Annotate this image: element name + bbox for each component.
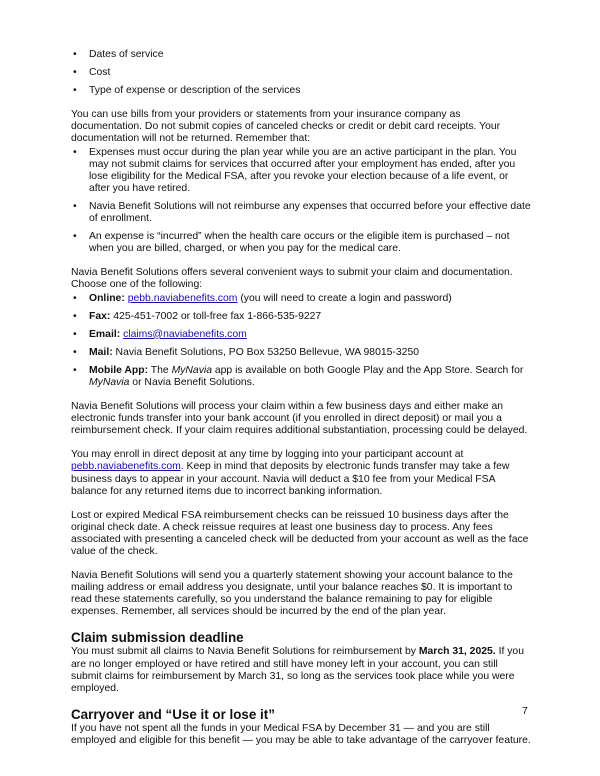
- bullet-text: Dates of service: [89, 49, 164, 60]
- bullet-dot: •: [73, 346, 77, 358]
- email-link[interactable]: claims@naviabenefits.com: [123, 328, 247, 340]
- way-app: [71, 365, 531, 389]
- page-body: [71, 49, 531, 759]
- carryover-paragraph: If you have not spent all the funds in your Medical FSA by December 31 — and you are still employed and eligible for this benefit — you may be able to take advantage of the carryover feature.: [71, 722, 531, 746]
- bullet-dot: •: [73, 49, 77, 60]
- app-name: MyNavia: [89, 376, 130, 388]
- way-online: [71, 293, 531, 305]
- bullet-dot: •: [73, 85, 77, 97]
- bullet-cost: [71, 67, 531, 79]
- label: Mail:: [89, 346, 113, 358]
- bullet-text: An expense is “incurred” when the health care occurs or the eligible item is purchased – not when you are billed, charged, or when you pay for the medical care.: [89, 231, 510, 255]
- label: Fax:: [89, 310, 111, 322]
- bullet-dot: •: [73, 200, 77, 212]
- process-paragraph: Navia Benefit Solutions will process your claim within a few business days and either make an electronic funds transfer into your bank account (if you enrolled in direct deposit) or mail you a reimbursement check. If your claim requires additional substantiation, processing could be delayed.: [71, 401, 528, 437]
- bullet-dot: •: [73, 364, 77, 376]
- bullet-dot: •: [73, 310, 77, 322]
- bullet-dot: •: [73, 67, 77, 79]
- text: If you are no longer employed or have retired and still have money left in your account, you can still submit claims for reimbursement by March 31, so long as the services took place while you were employed.: [71, 646, 524, 694]
- bullet-dot: •: [73, 231, 77, 243]
- text: The: [148, 364, 172, 376]
- ways-paragraph: Navia Benefit Solutions offers several convenient ways to submit your claim and documentation. Choose one of the following:: [71, 267, 513, 291]
- remember-bullet: [71, 147, 531, 195]
- deposit-paragraph: [71, 449, 531, 497]
- carryover-heading: Carryover and “Use it or lose it”: [71, 706, 275, 722]
- bullet-dot: •: [73, 328, 77, 340]
- text: (you will need to create a login and password): [237, 292, 452, 304]
- text: or Navia Benefit Solutions.: [129, 376, 255, 388]
- bullet-text: Navia Benefit Solutions will not reimburse any expenses that occurred before your effective date of enrollment.: [89, 200, 531, 225]
- bullet-dot: •: [73, 146, 77, 158]
- text: 425-451-7002 or toll-free fax 1-866-535-9227: [110, 310, 322, 322]
- statement-paragraph: Navia Benefit Solutions will send you a quarterly statement showing your account balance to the mailing address or email address you designate, until your balance reaches $0. It is important to read these statements carefully, so you understand the balance remaining to pay for eligible expenses. Remember, all services should be incurred by the end of the plan year.: [71, 570, 513, 618]
- documentation-paragraph: You can use bills from your providers or statements from your insurance company as documentation. Do not submit copies of canceled checks or credit or debit card receipts. Your documentation will not be returned. Remember that:: [71, 109, 501, 145]
- way-mail: [71, 347, 531, 359]
- label: Mobile App:: [89, 364, 149, 376]
- bullet-text: Cost: [89, 67, 111, 79]
- text: You must submit all claims to Navia Benefit Solutions for reimbursement by: [71, 646, 419, 658]
- way-fax: [71, 311, 531, 323]
- label: Online:: [89, 292, 125, 304]
- deadline-heading: Claim submission deadline: [71, 630, 244, 646]
- online-link[interactable]: pebb.naviabenefits.com: [127, 292, 238, 304]
- remember-bullet: [71, 201, 531, 225]
- app-name: MyNavia: [171, 364, 212, 376]
- bullet-text: Type of expense or description of the services: [89, 85, 301, 97]
- label: Email:: [89, 328, 121, 340]
- bullet-dot: •: [73, 292, 77, 304]
- bullet-text: Expenses must occur during the plan year while you are an active participant in the plan. You may not submit claims for services that occurred after your employment has ended, after you lose eligibility for the Medical FSA, after you revoke your election because of a life event, or after you have retired.: [89, 146, 517, 194]
- bullet-dates: [71, 49, 531, 61]
- page-number: 7: [522, 706, 528, 717]
- text: app is available on both Google Play and the App Store. Search for: [211, 364, 524, 376]
- deadline-date: March 31, 2025.: [418, 646, 496, 658]
- bullet-type: [71, 85, 531, 97]
- text: Navia Benefit Solutions, PO Box 53250 Bellevue, WA 98015-3250: [112, 346, 420, 358]
- deposit-link[interactable]: pebb.naviabenefits.com: [71, 461, 181, 473]
- lost-checks-paragraph: Lost or expired Medical FSA reimbursement checks can be reissued 10 business days after the original check date. A check reissue requires at least one business day to process. Any fees associated with presenting a canceled check will be deducted from your account as well as the face value of the check.: [71, 509, 529, 557]
- deadline-paragraph: [71, 646, 531, 694]
- way-email: [71, 329, 531, 341]
- text: . Keep in mind that deposits by electronic funds transfer may take a few business days to appear in your account. Navia will deduct a $10 fee from your Medical FSA balance for any returned items due to incorrect banking information.: [71, 461, 510, 497]
- remember-bullet: [71, 231, 531, 255]
- text: You may enroll in direct deposit at any time by logging into your participant account at: [71, 449, 464, 461]
